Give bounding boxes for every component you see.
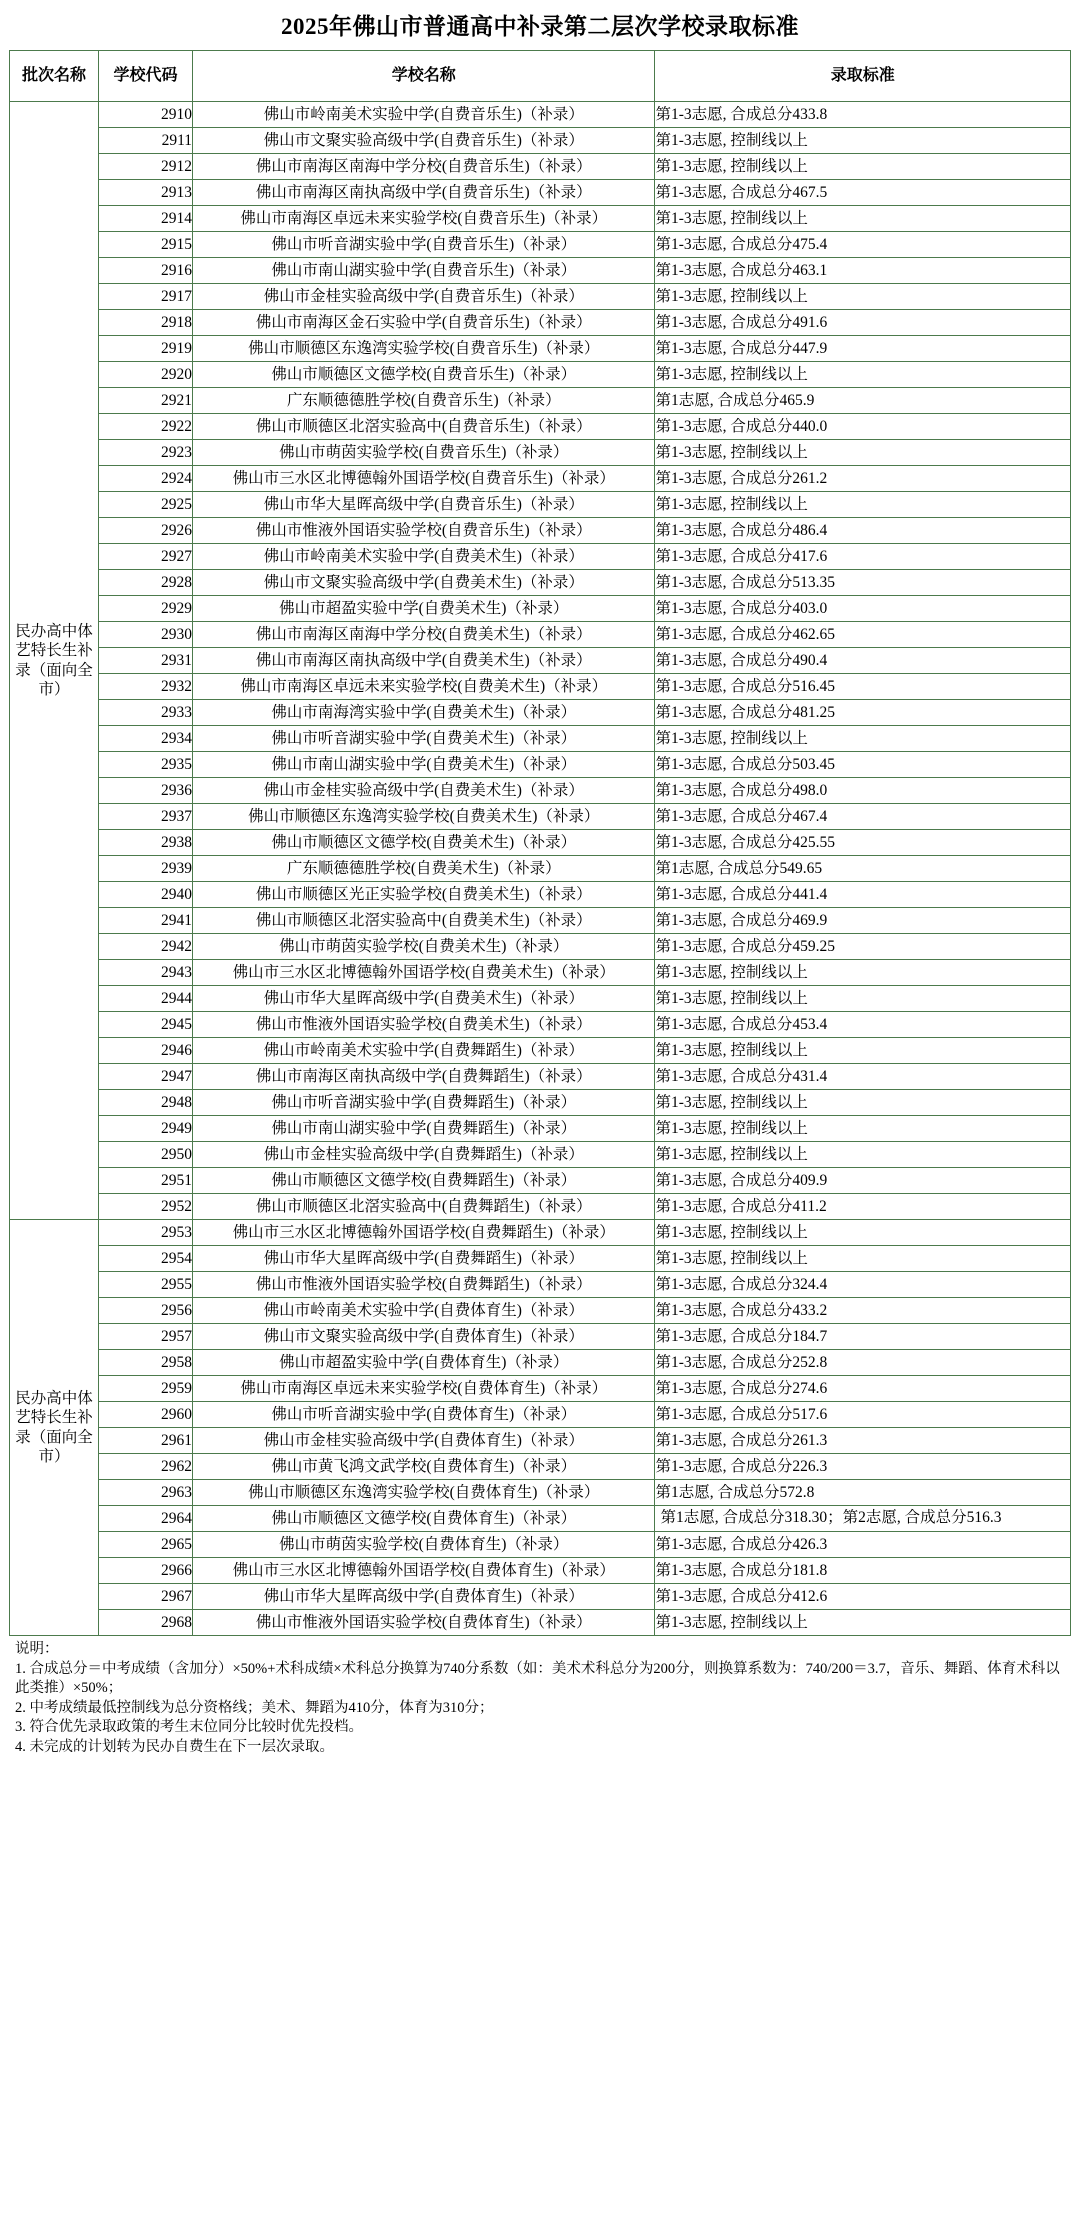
table-row [10, 1012, 1071, 1038]
school-name-cell: 佛山市南海湾实验中学(自费美术生)（补录） [193, 700, 655, 726]
school-name-cell: 佛山市文聚实验高级中学(自费体育生)（补录） [193, 1324, 655, 1350]
admission-standard-cell: 第1-3志愿, 合成总分490.4 [655, 648, 1071, 674]
school-code-cell: 2955 [99, 1272, 193, 1298]
table-row [10, 284, 1071, 310]
table-row [10, 1116, 1071, 1142]
table-row [10, 518, 1071, 544]
table-row [10, 206, 1071, 232]
school-name-cell: 佛山市顺德区文德学校(自费音乐生)（补录） [193, 362, 655, 388]
admission-standard-cell: 第1-3志愿, 合成总分486.4 [655, 518, 1071, 544]
table-row [10, 596, 1071, 622]
table-row [10, 1064, 1071, 1090]
note-line: 2. 中考成绩最低控制线为总分资格线；美术、舞蹈为410分，体育为310分； [15, 1699, 494, 1716]
table-row [10, 466, 1071, 492]
school-code-cell: 2926 [99, 518, 193, 544]
school-code-cell: 2960 [99, 1402, 193, 1428]
school-code-cell: 2936 [99, 778, 193, 804]
column-header-standard: 录取标准 [655, 51, 1071, 102]
school-code-cell: 2967 [99, 1584, 193, 1610]
school-name-cell: 佛山市萌茵实验学校(自费美术生)（补录） [193, 934, 655, 960]
school-code-cell: 2938 [99, 830, 193, 856]
school-name-cell: 佛山市顺德区文德学校(自费美术生)（补录） [193, 830, 655, 856]
admission-standard-cell: 第1-3志愿, 控制线以上 [655, 128, 1071, 154]
table-row [10, 726, 1071, 752]
table-row [10, 1428, 1071, 1454]
school-name-cell: 佛山市岭南美术实验中学(自费音乐生)（补录） [193, 102, 655, 128]
school-code-cell: 2921 [99, 388, 193, 414]
school-code-cell: 2943 [99, 960, 193, 986]
admission-standard-cell: 第1-3志愿, 控制线以上 [655, 1038, 1071, 1064]
school-code-cell: 2911 [99, 128, 193, 154]
school-code-cell: 2932 [99, 674, 193, 700]
table-row [10, 908, 1071, 934]
table-row [10, 804, 1071, 830]
admission-standard-cell: 第1-3志愿, 控制线以上 [655, 284, 1071, 310]
school-code-cell: 2947 [99, 1064, 193, 1090]
page-title: 2025年佛山市普通高中补录第二层次学校录取标准 [281, 14, 799, 39]
school-code-cell: 2918 [99, 310, 193, 336]
school-code-cell: 2962 [99, 1454, 193, 1480]
table-row [10, 1142, 1071, 1168]
school-code-cell: 2948 [99, 1090, 193, 1116]
school-name-cell: 佛山市惟液外国语实验学校(自费体育生)（补录） [193, 1610, 655, 1636]
school-name-cell: 佛山市南海区卓远未来实验学校(自费体育生)（补录） [193, 1376, 655, 1402]
school-name-cell: 佛山市岭南美术实验中学(自费舞蹈生)（补录） [193, 1038, 655, 1064]
table-row [10, 1038, 1071, 1064]
admission-standard-cell: 第1-3志愿, 合成总分462.65 [655, 622, 1071, 648]
table-row [10, 180, 1071, 206]
school-name-cell: 佛山市金桂实验高级中学(自费舞蹈生)（补录） [193, 1142, 655, 1168]
table-row [10, 544, 1071, 570]
admission-standard-cell: 第1志愿, 合成总分572.8 [655, 1480, 1071, 1506]
school-code-cell: 2916 [99, 258, 193, 284]
school-name-cell: 佛山市三水区北博德翰外国语学校(自费音乐生)（补录） [193, 466, 655, 492]
admission-standard-cell: 第1志愿, 合成总分465.9 [655, 388, 1071, 414]
admission-standard-cell: 第1-3志愿, 合成总分417.6 [655, 544, 1071, 570]
admission-standard-cell: 第1-3志愿, 控制线以上 [655, 726, 1071, 752]
table-row [10, 1480, 1071, 1506]
school-name-cell: 佛山市惟液外国语实验学校(自费音乐生)（补录） [193, 518, 655, 544]
school-name-cell: 佛山市南海区南执高级中学(自费美术生)（补录） [193, 648, 655, 674]
school-code-cell: 2919 [99, 336, 193, 362]
school-name-cell: 佛山市听音湖实验中学(自费美术生)（补录） [193, 726, 655, 752]
table-row [10, 362, 1071, 388]
admission-standard-cell: 第1-3志愿, 控制线以上 [655, 1220, 1071, 1246]
school-name-cell: 佛山市顺德区北滘实验高中(自费音乐生)（补录） [193, 414, 655, 440]
table-row [10, 1220, 1071, 1246]
table-row [10, 1402, 1071, 1428]
table-row [10, 1246, 1071, 1272]
school-code-cell: 2923 [99, 440, 193, 466]
admission-standard-cell: 第1-3志愿, 控制线以上 [655, 362, 1071, 388]
school-code-cell: 2950 [99, 1142, 193, 1168]
school-name-cell: 佛山市顺德区文德学校(自费舞蹈生)（补录） [193, 1168, 655, 1194]
admission-standard-cell: 第1志愿, 合成总分549.65 [655, 856, 1071, 882]
school-name-cell: 佛山市顺德区东逸湾实验学校(自费音乐生)（补录） [193, 336, 655, 362]
school-name-cell: 佛山市顺德区北滘实验高中(自费美术生)（补录） [193, 908, 655, 934]
school-name-cell: 佛山市岭南美术实验中学(自费美术生)（补录） [193, 544, 655, 570]
table-header-row [10, 51, 1071, 102]
school-code-cell: 2952 [99, 1194, 193, 1220]
school-name-cell: 佛山市听音湖实验中学(自费舞蹈生)（补录） [193, 1090, 655, 1116]
admission-standard-cell: 第1-3志愿, 合成总分425.55 [655, 830, 1071, 856]
school-name-cell: 佛山市华大星晖高级中学(自费音乐生)（补录） [193, 492, 655, 518]
admission-standard-cell: 第1-3志愿, 控制线以上 [655, 492, 1071, 518]
school-name-cell: 佛山市文聚实验高级中学(自费音乐生)（补录） [193, 128, 655, 154]
admission-standard-cell: 第1志愿, 合成总分318.30；第2志愿, 合成总分516.3 [655, 1506, 1071, 1532]
school-name-cell: 佛山市三水区北博德翰外国语学校(自费舞蹈生)（补录） [193, 1220, 655, 1246]
school-code-cell: 2922 [99, 414, 193, 440]
table-row [10, 674, 1071, 700]
admission-standard-cell: 第1-3志愿, 合成总分498.0 [655, 778, 1071, 804]
admission-standard-cell: 第1-3志愿, 控制线以上 [655, 1090, 1071, 1116]
table-row [10, 258, 1071, 284]
table-row [10, 882, 1071, 908]
school-code-cell: 2957 [99, 1324, 193, 1350]
table-row [10, 440, 1071, 466]
table-row [10, 856, 1071, 882]
school-code-cell: 2920 [99, 362, 193, 388]
school-name-cell: 佛山市超盈实验中学(自费体育生)（补录） [193, 1350, 655, 1376]
table-row [10, 102, 1071, 128]
admission-standard-cell: 第1-3志愿, 控制线以上 [655, 1142, 1071, 1168]
table-body [10, 102, 1071, 1636]
admission-standard-cell: 第1-3志愿, 合成总分261.3 [655, 1428, 1071, 1454]
school-name-cell: 佛山市岭南美术实验中学(自费体育生)（补录） [193, 1298, 655, 1324]
school-code-cell: 2944 [99, 986, 193, 1012]
admission-standard-cell: 第1-3志愿, 合成总分459.25 [655, 934, 1071, 960]
admission-standard-cell: 第1-3志愿, 合成总分469.9 [655, 908, 1071, 934]
admission-standard-cell: 第1-3志愿, 合成总分467.4 [655, 804, 1071, 830]
admission-standard-cell: 第1-3志愿, 控制线以上 [655, 154, 1071, 180]
admission-standards-table [9, 50, 1071, 1636]
admission-standard-cell: 第1-3志愿, 合成总分181.8 [655, 1558, 1071, 1584]
admission-standard-cell: 第1-3志愿, 合成总分481.25 [655, 700, 1071, 726]
notes-section [9, 1636, 1071, 1767]
table-header [10, 51, 1071, 102]
school-code-cell: 2966 [99, 1558, 193, 1584]
school-name-cell: 佛山市南海区卓远未来实验学校(自费美术生)（补录） [193, 674, 655, 700]
school-code-cell: 2941 [99, 908, 193, 934]
batch-name-cell: 民办高中体艺特长生补录（面向全市） [10, 102, 99, 1220]
admission-standard-cell: 第1-3志愿, 合成总分433.2 [655, 1298, 1071, 1324]
batch-name-cell: 民办高中体艺特长生补录（面向全市） [10, 1220, 99, 1636]
admission-standard-cell: 第1-3志愿, 合成总分503.45 [655, 752, 1071, 778]
table-row [10, 700, 1071, 726]
admission-standard-cell: 第1-3志愿, 合成总分467.5 [655, 180, 1071, 206]
table-row [10, 1090, 1071, 1116]
school-code-cell: 2937 [99, 804, 193, 830]
school-name-cell: 佛山市三水区北博德翰外国语学校(自费美术生)（补录） [193, 960, 655, 986]
school-code-cell: 2914 [99, 206, 193, 232]
school-name-cell: 佛山市顺德区北滘实验高中(自费舞蹈生)（补录） [193, 1194, 655, 1220]
school-name-cell: 佛山市南山湖实验中学(自费舞蹈生)（补录） [193, 1116, 655, 1142]
school-code-cell: 2963 [99, 1480, 193, 1506]
column-header-school-code: 学校代码 [99, 51, 193, 102]
school-name-cell: 佛山市听音湖实验中学(自费音乐生)（补录） [193, 232, 655, 258]
admission-standard-cell: 第1-3志愿, 控制线以上 [655, 1116, 1071, 1142]
school-code-cell: 2949 [99, 1116, 193, 1142]
school-name-cell: 佛山市华大星晖高级中学(自费舞蹈生)（补录） [193, 1246, 655, 1272]
school-code-cell: 2940 [99, 882, 193, 908]
table-row [10, 1558, 1071, 1584]
school-name-cell: 佛山市顺德区东逸湾实验学校(自费美术生)（补录） [193, 804, 655, 830]
school-name-cell: 佛山市南海区卓远未来实验学校(自费音乐生)（补录） [193, 206, 655, 232]
table-row [10, 1168, 1071, 1194]
table-row [10, 1272, 1071, 1298]
table-row [10, 986, 1071, 1012]
school-code-cell: 2912 [99, 154, 193, 180]
school-name-cell: 佛山市萌茵实验学校(自费音乐生)（补录） [193, 440, 655, 466]
table-row [10, 1454, 1071, 1480]
school-code-cell: 2928 [99, 570, 193, 596]
admission-standard-cell: 第1-3志愿, 合成总分261.2 [655, 466, 1071, 492]
admission-standard-cell: 第1-3志愿, 合成总分447.9 [655, 336, 1071, 362]
school-code-cell: 2939 [99, 856, 193, 882]
school-name-cell: 佛山市黄飞鸿文武学校(自费体育生)（补录） [193, 1454, 655, 1480]
school-code-cell: 2942 [99, 934, 193, 960]
table-row [10, 570, 1071, 596]
school-code-cell: 2953 [99, 1220, 193, 1246]
admission-standard-cell: 第1-3志愿, 合成总分516.45 [655, 674, 1071, 700]
school-code-cell: 2945 [99, 1012, 193, 1038]
admission-standard-cell: 第1-3志愿, 合成总分226.3 [655, 1454, 1071, 1480]
school-code-cell: 2968 [99, 1610, 193, 1636]
table-row [10, 752, 1071, 778]
admission-standard-cell: 第1-3志愿, 控制线以上 [655, 440, 1071, 466]
note-line: 4. 未完成的计划转为民办自费生在下一层次录取。 [15, 1738, 334, 1755]
table-row [10, 1298, 1071, 1324]
table-row [10, 1584, 1071, 1610]
admission-standard-cell: 第1-3志愿, 合成总分517.6 [655, 1402, 1071, 1428]
school-code-cell: 2946 [99, 1038, 193, 1064]
admission-standard-cell: 第1-3志愿, 控制线以上 [655, 206, 1071, 232]
school-name-cell: 佛山市超盈实验中学(自费美术生)（补录） [193, 596, 655, 622]
admission-standard-cell: 第1-3志愿, 控制线以上 [655, 1246, 1071, 1272]
admission-standard-cell: 第1-3志愿, 合成总分475.4 [655, 232, 1071, 258]
school-code-cell: 2910 [99, 102, 193, 128]
admission-standard-cell: 第1-3志愿, 合成总分426.3 [655, 1532, 1071, 1558]
table-row [10, 128, 1071, 154]
admission-standard-cell: 第1-3志愿, 合成总分491.6 [655, 310, 1071, 336]
school-code-cell: 2913 [99, 180, 193, 206]
table-row [10, 232, 1071, 258]
admission-standard-cell: 第1-3志愿, 合成总分463.1 [655, 258, 1071, 284]
school-name-cell: 佛山市华大星晖高级中学(自费美术生)（补录） [193, 986, 655, 1012]
admission-standard-cell: 第1-3志愿, 控制线以上 [655, 960, 1071, 986]
school-code-cell: 2961 [99, 1428, 193, 1454]
table-row [10, 154, 1071, 180]
school-code-cell: 2915 [99, 232, 193, 258]
admission-standard-cell: 第1-3志愿, 合成总分440.0 [655, 414, 1071, 440]
table-row [10, 336, 1071, 362]
table-row [10, 648, 1071, 674]
table-row [10, 778, 1071, 804]
table-row [10, 1350, 1071, 1376]
school-code-cell: 2930 [99, 622, 193, 648]
school-name-cell: 广东顺德德胜学校(自费音乐生)（补录） [193, 388, 655, 414]
admission-standard-cell: 第1-3志愿, 合成总分252.8 [655, 1350, 1071, 1376]
school-name-cell: 佛山市顺德区文德学校(自费体育生)（补录） [193, 1506, 655, 1532]
table-row [10, 1532, 1071, 1558]
table-row [10, 388, 1071, 414]
table-row [10, 960, 1071, 986]
admission-standard-cell: 第1-3志愿, 合成总分433.8 [655, 102, 1071, 128]
school-name-cell: 佛山市金桂实验高级中学(自费音乐生)（补录） [193, 284, 655, 310]
admission-standard-cell: 第1-3志愿, 合成总分431.4 [655, 1064, 1071, 1090]
admission-standard-cell: 第1-3志愿, 合成总分409.9 [655, 1168, 1071, 1194]
school-name-cell: 佛山市南海区南海中学分校(自费音乐生)（补录） [193, 154, 655, 180]
admission-standard-cell: 第1-3志愿, 合成总分453.4 [655, 1012, 1071, 1038]
school-code-cell: 2929 [99, 596, 193, 622]
school-name-cell: 佛山市惟液外国语实验学校(自费舞蹈生)（补录） [193, 1272, 655, 1298]
table-row [10, 1194, 1071, 1220]
school-name-cell: 佛山市南海区南执高级中学(自费舞蹈生)（补录） [193, 1064, 655, 1090]
school-code-cell: 2917 [99, 284, 193, 310]
admission-standard-cell: 第1-3志愿, 合成总分184.7 [655, 1324, 1071, 1350]
admission-standard-cell: 第1-3志愿, 合成总分513.35 [655, 570, 1071, 596]
school-name-cell: 佛山市三水区北博德翰外国语学校(自费体育生)（补录） [193, 1558, 655, 1584]
table-row [10, 310, 1071, 336]
school-name-cell: 佛山市南海区金石实验中学(自费音乐生)（补录） [193, 310, 655, 336]
school-name-cell: 佛山市南海区南海中学分校(自费美术生)（补录） [193, 622, 655, 648]
school-code-cell: 2933 [99, 700, 193, 726]
admission-standard-cell: 第1-3志愿, 合成总分441.4 [655, 882, 1071, 908]
school-code-cell: 2965 [99, 1532, 193, 1558]
school-code-cell: 2925 [99, 492, 193, 518]
school-code-cell: 2964 [99, 1506, 193, 1532]
school-code-cell: 2951 [99, 1168, 193, 1194]
table-row [10, 414, 1071, 440]
school-name-cell: 广东顺德德胜学校(自费美术生)（补录） [193, 856, 655, 882]
school-name-cell: 佛山市南海区南执高级中学(自费音乐生)（补录） [193, 180, 655, 206]
admission-standard-cell: 第1-3志愿, 合成总分412.6 [655, 1584, 1071, 1610]
table-row [10, 934, 1071, 960]
school-name-cell: 佛山市华大星晖高级中学(自费体育生)（补录） [193, 1584, 655, 1610]
school-code-cell: 2931 [99, 648, 193, 674]
school-code-cell: 2956 [99, 1298, 193, 1324]
note-line: 3. 符合优先录取政策的考生末位同分比较时优先投档。 [15, 1719, 363, 1736]
school-name-cell: 佛山市文聚实验高级中学(自费美术生)（补录） [193, 570, 655, 596]
school-name-cell: 佛山市南山湖实验中学(自费美术生)（补录） [193, 752, 655, 778]
school-code-cell: 2958 [99, 1350, 193, 1376]
admission-standard-cell: 第1-3志愿, 控制线以上 [655, 1610, 1071, 1636]
school-code-cell: 2934 [99, 726, 193, 752]
school-name-cell: 佛山市金桂实验高级中学(自费体育生)（补录） [193, 1428, 655, 1454]
table-row [10, 830, 1071, 856]
school-name-cell: 佛山市南山湖实验中学(自费音乐生)（补录） [193, 258, 655, 284]
school-name-cell: 佛山市金桂实验高级中学(自费美术生)（补录） [193, 778, 655, 804]
school-name-cell: 佛山市听音湖实验中学(自费体育生)（补录） [193, 1402, 655, 1428]
table-row [10, 1506, 1071, 1532]
admission-standard-cell: 第1-3志愿, 合成总分324.4 [655, 1272, 1071, 1298]
note-line: 1. 合成总分＝中考成绩（含加分）×50%+术科成绩×术科总分换算为740分系数（如：美术术科总分为200分，则换算系数为：740/200＝3.7，音乐、舞蹈、体育术科以此类推）×50%； [15, 1660, 1060, 1697]
table-row [10, 1376, 1071, 1402]
school-name-cell: 佛山市顺德区东逸湾实验学校(自费体育生)（补录） [193, 1480, 655, 1506]
school-name-cell: 佛山市惟液外国语实验学校(自费美术生)（补录） [193, 1012, 655, 1038]
school-name-cell: 佛山市萌茵实验学校(自费体育生)（补录） [193, 1532, 655, 1558]
school-code-cell: 2935 [99, 752, 193, 778]
admission-standard-cell: 第1-3志愿, 合成总分403.0 [655, 596, 1071, 622]
table-row [10, 1324, 1071, 1350]
note-line: 说明： [15, 1641, 59, 1657]
school-code-cell: 2927 [99, 544, 193, 570]
admission-standard-cell: 第1-3志愿, 控制线以上 [655, 986, 1071, 1012]
school-code-cell: 2959 [99, 1376, 193, 1402]
table-row [10, 1610, 1071, 1636]
column-header-batch: 批次名称 [10, 51, 99, 102]
table-row [10, 492, 1071, 518]
school-code-cell: 2924 [99, 466, 193, 492]
table-row [10, 622, 1071, 648]
school-code-cell: 2954 [99, 1246, 193, 1272]
school-name-cell: 佛山市顺德区光正实验学校(自费美术生)（补录） [193, 882, 655, 908]
admission-standard-cell: 第1-3志愿, 合成总分411.2 [655, 1194, 1071, 1220]
column-header-school-name: 学校名称 [193, 51, 655, 102]
admission-standard-cell: 第1-3志愿, 合成总分274.6 [655, 1376, 1071, 1402]
